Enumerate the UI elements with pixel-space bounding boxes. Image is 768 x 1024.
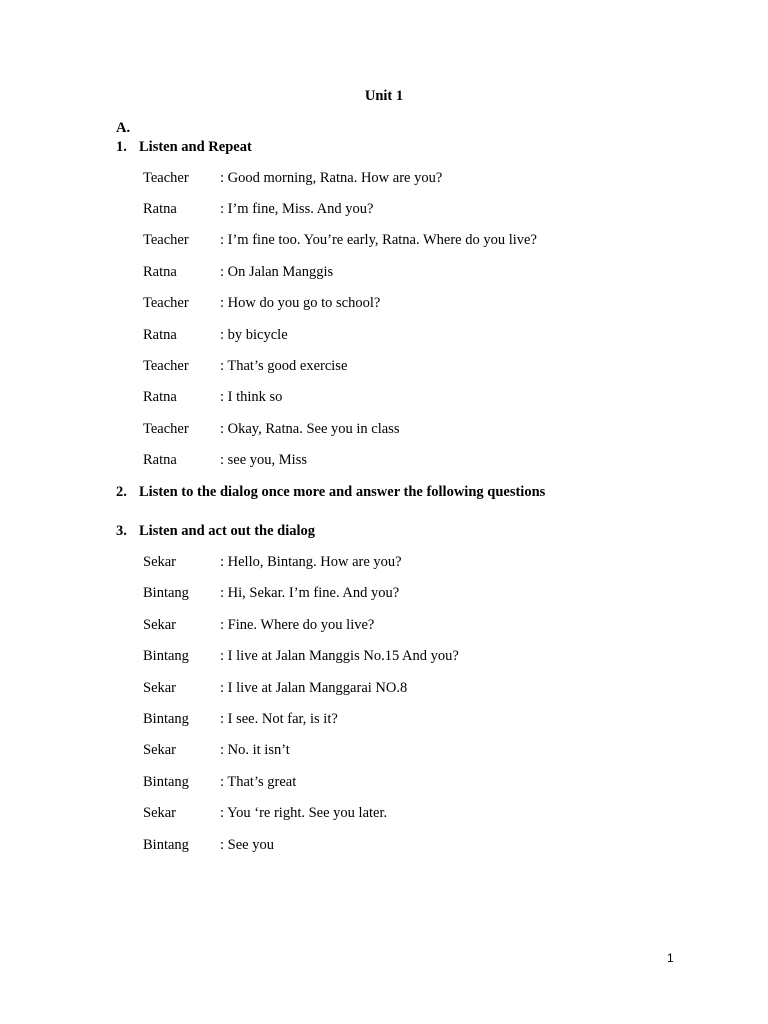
dialog-line: : That’s great bbox=[220, 774, 297, 790]
dialog-speaker: Ratna bbox=[143, 389, 177, 405]
dialog-speaker: Teacher bbox=[143, 232, 189, 248]
dialog-line: : See you bbox=[220, 837, 274, 853]
dialog-speaker: Ratna bbox=[143, 327, 177, 343]
dialog-line: : Okay, Ratna. See you in class bbox=[220, 421, 400, 437]
dialog-line: : I think so bbox=[220, 389, 283, 405]
dialog-line: : see you, Miss bbox=[220, 452, 307, 468]
dialog-speaker: Ratna bbox=[143, 201, 177, 217]
dialog-speaker: Ratna bbox=[143, 264, 177, 280]
dialog-line: : On Jalan Manggis bbox=[220, 264, 334, 280]
item-heading: Listen and Repeat bbox=[139, 139, 252, 155]
dialog-speaker: Bintang bbox=[143, 774, 189, 790]
item-number: 1. bbox=[116, 139, 127, 155]
dialog-line: : I see. Not far, is it? bbox=[220, 711, 338, 727]
dialog-line: : That’s good exercise bbox=[220, 358, 348, 374]
dialog-speaker: Bintang bbox=[143, 711, 189, 727]
page-title: Unit 1 bbox=[364, 88, 404, 104]
item-number: 2. bbox=[116, 484, 127, 500]
dialog-speaker: Sekar bbox=[143, 617, 177, 633]
dialog-line: : Good morning, Ratna. How are you? bbox=[220, 170, 443, 186]
dialog-line: : No. it isn’t bbox=[220, 742, 290, 758]
dialog-line: : by bicycle bbox=[220, 327, 288, 343]
dialog-line: : I live at Jalan Manggis No.15 And you? bbox=[220, 648, 459, 664]
page-number: 1 bbox=[667, 951, 674, 965]
dialog-line: : I live at Jalan Manggarai NO.8 bbox=[220, 680, 408, 696]
item-heading: Listen to the dialog once more and answer the following questions bbox=[139, 484, 546, 500]
dialog-speaker: Teacher bbox=[143, 170, 189, 186]
dialog-speaker: Teacher bbox=[143, 358, 189, 374]
section-letter: A. bbox=[116, 120, 131, 136]
dialog-line: : I’m fine too. You’re early, Ratna. Where do you live? bbox=[220, 232, 537, 248]
dialog-speaker: Sekar bbox=[143, 554, 177, 570]
dialog-line: : How do you go to school? bbox=[220, 295, 381, 311]
dialog-speaker: Bintang bbox=[143, 585, 189, 601]
dialog-speaker: Sekar bbox=[143, 805, 177, 821]
dialog-speaker: Sekar bbox=[143, 680, 177, 696]
dialog-speaker: Bintang bbox=[143, 837, 189, 853]
dialog-line: : Hello, Bintang. How are you? bbox=[220, 554, 402, 570]
dialog-speaker: Sekar bbox=[143, 742, 177, 758]
dialog-line: : I’m fine, Miss. And you? bbox=[220, 201, 374, 217]
dialog-line: : You ‘re right. See you later. bbox=[220, 805, 388, 821]
item-heading: Listen and act out the dialog bbox=[139, 523, 316, 539]
item-number: 3. bbox=[116, 523, 127, 539]
dialog-speaker: Teacher bbox=[143, 295, 189, 311]
dialog-speaker: Bintang bbox=[143, 648, 189, 664]
dialog-line: : Hi, Sekar. I’m fine. And you? bbox=[220, 585, 400, 601]
dialog-speaker: Ratna bbox=[143, 452, 177, 468]
dialog-speaker: Teacher bbox=[143, 421, 189, 437]
dialog-line: : Fine. Where do you live? bbox=[220, 617, 375, 633]
